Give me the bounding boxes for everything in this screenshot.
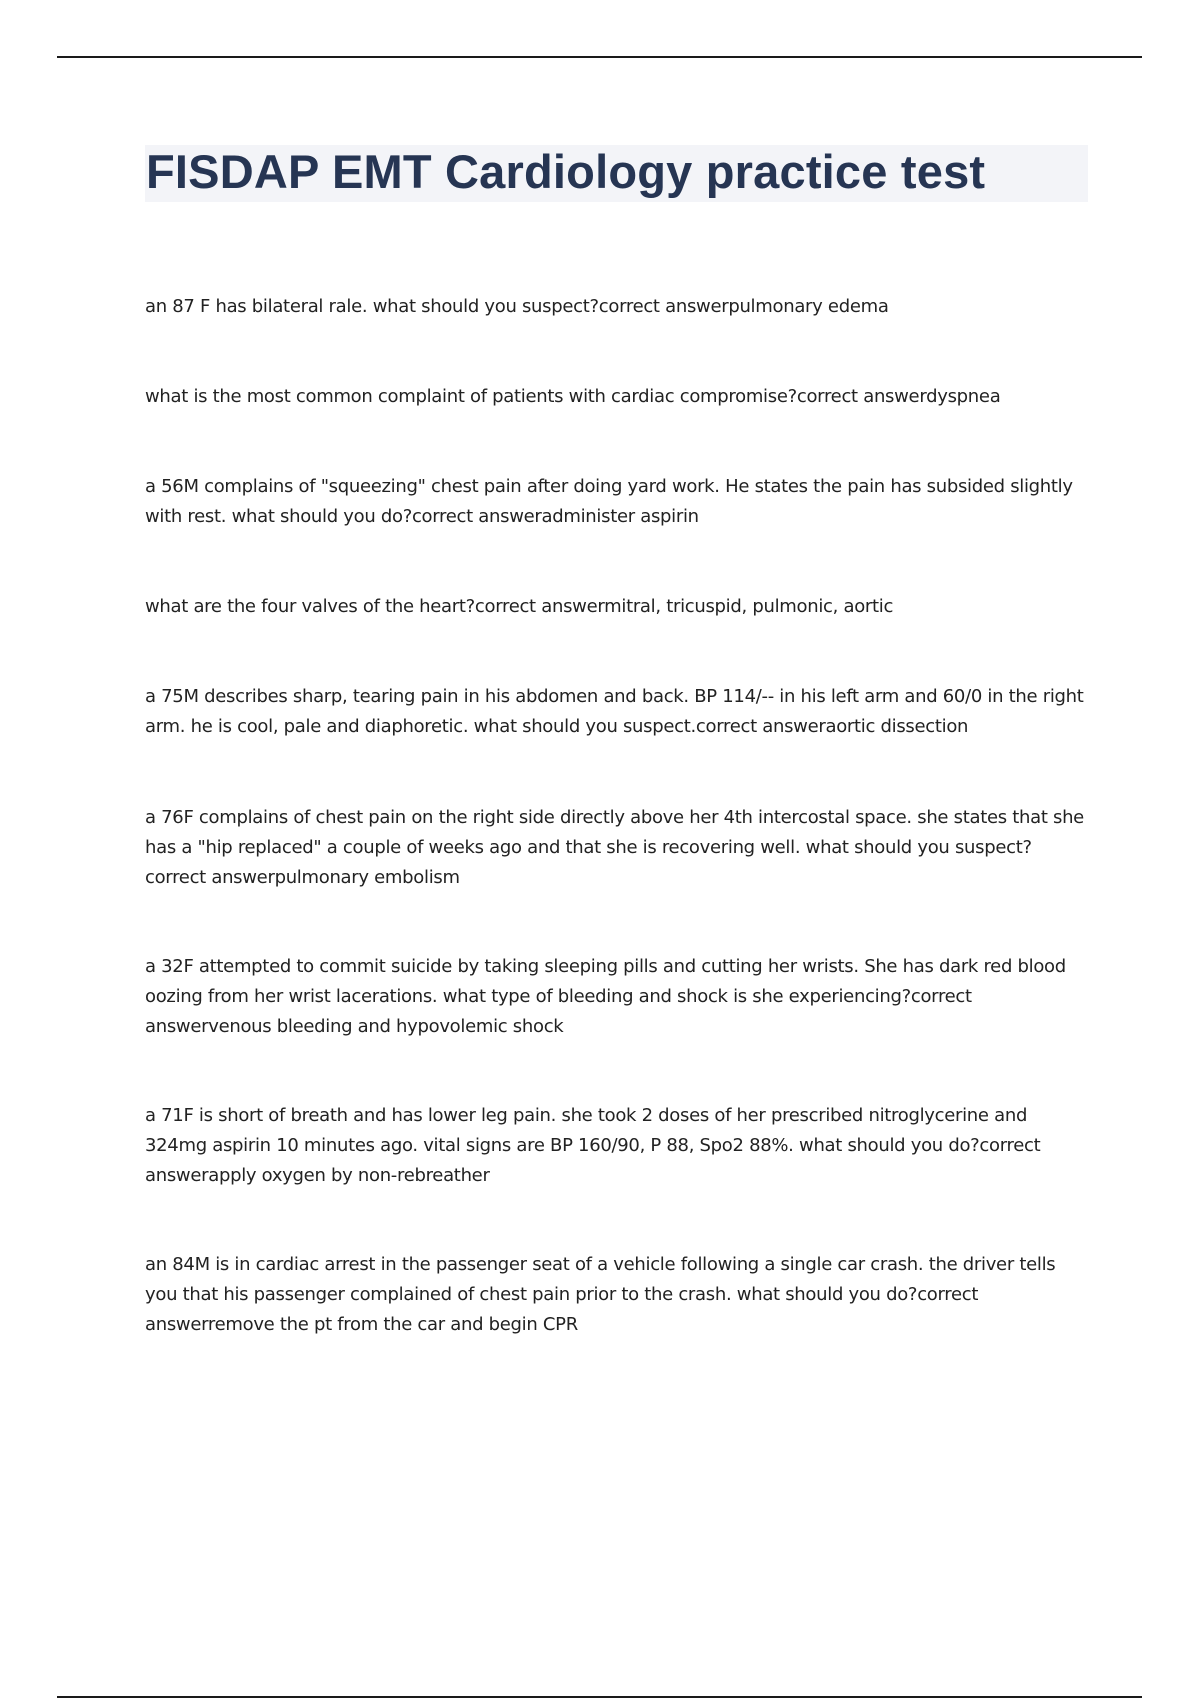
answer-marker: correct answer [796, 386, 927, 407]
answer-text: mitral, tricuspid, pulmonic, aortic [604, 596, 894, 617]
question-text: an 87 F has bilateral rale. what should you suspect? [145, 296, 599, 317]
answer-marker: correct answer [411, 506, 542, 527]
answer-marker: correct answer [145, 867, 275, 888]
question-text: an 84M is in cardiac arrest in the passenger seat of a vehicle following a single car crash. the driver tells you that his passenger complained of chest pain prior to the crash. what should you do? [145, 1254, 1056, 1305]
answer-text: pulmonary edema [728, 296, 889, 317]
qa-item [145, 292, 1090, 322]
answer-marker: correct answer [598, 296, 729, 317]
qa-item [145, 472, 1090, 532]
answer-text: venous bleeding and hypovolemic shock [208, 1016, 564, 1037]
answer-text: aortic dissection [825, 716, 969, 737]
answer-text: administer aspirin [541, 506, 699, 527]
answer-text: remove the pt from the car and begin CPR [207, 1314, 578, 1335]
question-text: a 71F is short of breath and has lower leg pain. she took 2 doses of her prescribed nitroglycerine and 324mg aspirin 10 minutes ago. vital signs are BP 160/90, P 88, Spo2 88%. what should you do? [145, 1105, 1028, 1156]
answer-marker: correct answer [695, 716, 826, 737]
question-text: what is the most common complaint of patients with cardiac compromise? [145, 386, 797, 407]
answer-marker: correct answer [145, 1284, 979, 1335]
page-title: FISDAP EMT Cardiology practice test [146, 145, 986, 198]
qa-item [145, 682, 1090, 742]
question-text: a 76F complains of chest pain on the right side directly above her 4th intercostal space. she states that she has a "hip replaced" a couple of weeks ago and that she is recovering well. what should you suspect? [145, 807, 1084, 858]
answer-marker: correct answer [145, 986, 972, 1037]
question-text: a 75M describes sharp, tearing pain in his abdomen and back. BP 114/-- in his left arm and 60/0 in the right arm. he is cool, pale and diaphoretic. what should you suspect. [145, 686, 1084, 737]
qa-item [145, 1101, 1090, 1191]
answer-text: pulmonary embolism [274, 867, 460, 888]
answer-text: dyspnea [926, 386, 1001, 407]
qa-item [145, 592, 1090, 622]
qa-item [145, 382, 1090, 412]
question-text: a 56M complains of "squeezing" chest pain after doing yard work. He states the pain has subsided slightly with rest. what should you do? [145, 476, 1073, 527]
qa-item [145, 803, 1090, 893]
qa-item [145, 1250, 1090, 1340]
bottom-rule [57, 1696, 1142, 1698]
answer-text: apply oxygen by non-rebreather [208, 1165, 490, 1186]
question-text: what are the four valves of the heart? [145, 596, 475, 617]
qa-item [145, 952, 1090, 1042]
answer-marker: correct answer [145, 1135, 1041, 1186]
question-text: a 32F attempted to commit suicide by taking sleeping pills and cutting her wrists. She has dark red blood oozing from her wrist lacerations. what type of bleeding and shock is she experiencing? [145, 956, 1066, 1007]
top-rule [57, 56, 1142, 58]
answer-marker: correct answer [474, 596, 605, 617]
